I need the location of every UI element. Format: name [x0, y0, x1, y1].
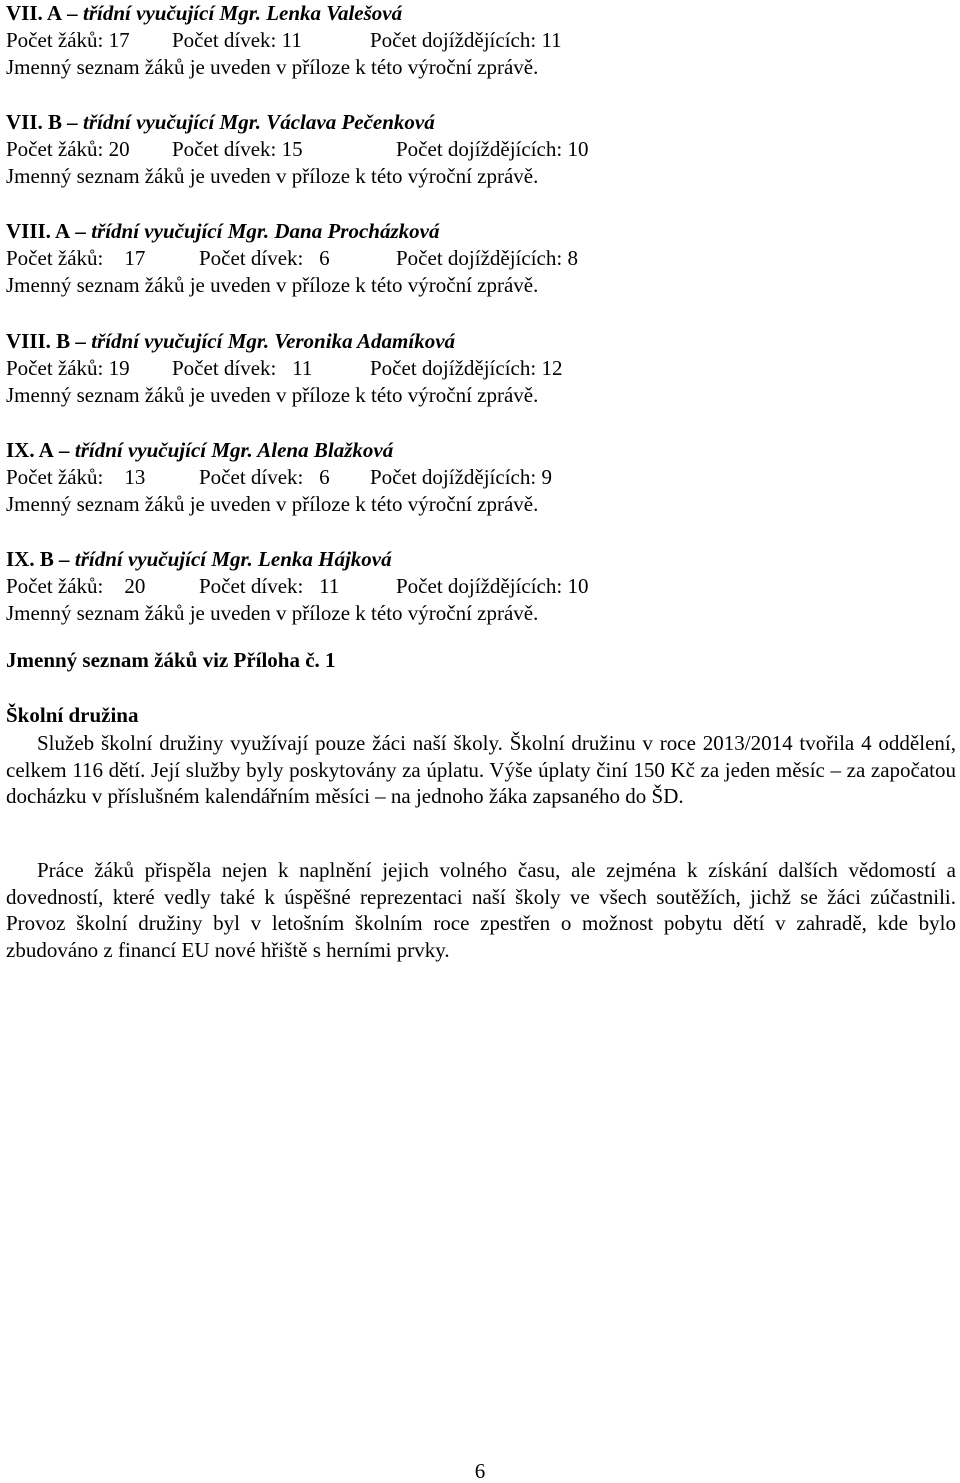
- students-count: Počet žáků: 20: [6, 574, 146, 598]
- students-count: Počet žáků: 19: [6, 356, 130, 380]
- students-count: Počet žáků: 17: [6, 28, 130, 52]
- class-teacher: – třídní vyučující Mgr. Alena Blažková: [53, 438, 394, 462]
- girls-count: Počet dívek: 11: [172, 356, 313, 380]
- class-block: [6, 0, 946, 81]
- commuters-count: Počet dojíždějících: 12: [370, 356, 563, 380]
- class-teacher: – třídní vyučující Mgr. Dana Procházková: [70, 219, 440, 243]
- girls-count: Počet dívek: 6: [199, 465, 330, 489]
- class-heading: [6, 0, 946, 27]
- class-heading: [6, 218, 946, 245]
- students-count: Počet žáků: 17: [6, 246, 146, 270]
- class-note: Jmenný seznam žáků je uveden v příloze k této výroční zprávě.: [6, 55, 539, 79]
- class-block: [6, 437, 946, 518]
- class-teacher: – třídní vyučující Mgr. Lenka Valešová: [62, 1, 403, 25]
- class-heading: [6, 546, 946, 573]
- class-grade: VII. A: [6, 1, 63, 25]
- commuters-count: Počet dojíždějících: 8: [396, 246, 578, 270]
- girls-count: Počet dívek: 11: [172, 28, 302, 52]
- class-note: Jmenný seznam žáků je uveden v příloze k této výroční zprávě.: [6, 273, 539, 297]
- class-note: Jmenný seznam žáků je uveden v příloze k této výroční zprávě.: [6, 492, 539, 516]
- commuters-count: Počet dojíždějících: 10: [396, 137, 589, 161]
- class-block: [6, 546, 946, 627]
- class-heading: [6, 109, 946, 136]
- page-number: 6: [474, 1459, 486, 1483]
- commuters-count: Počet dojíždějících: 9: [370, 465, 552, 489]
- class-grade: VII. B: [6, 110, 63, 134]
- class-grade: IX. B: [6, 547, 54, 571]
- class-note: Jmenný seznam žáků je uveden v příloze k této výroční zprávě.: [6, 383, 539, 407]
- class-counts: [6, 136, 946, 163]
- class-heading: [6, 437, 946, 464]
- section-title: Školní družina: [6, 703, 139, 727]
- students-count: Počet žáků: 13: [6, 465, 146, 489]
- class-block: [6, 218, 946, 299]
- students-count: Počet žáků: 20: [6, 137, 130, 161]
- class-counts: [6, 464, 946, 491]
- class-counts: [6, 245, 946, 272]
- class-counts: [6, 27, 946, 54]
- class-teacher: – třídní vyučující Mgr. Veronika Adamíková: [70, 329, 456, 353]
- class-counts: [6, 355, 946, 382]
- class-grade: VIII. B: [6, 329, 71, 353]
- class-block: [6, 328, 946, 409]
- student-list-reference: Jmenný seznam žáků viz Příloha č. 1: [6, 648, 336, 672]
- class-grade: IX. A: [6, 438, 54, 462]
- class-counts: [6, 573, 946, 600]
- paragraph: Služeb školní družiny využívají pouze žáci naší školy. Školní družinu v roce 2013/2014 tvořila 4 oddělení, celkem 116 dětí. Její služby byly poskytovány za úplatu. Výše úplaty činí 150 Kč za jeden měsíc – za započatou docházku v příslušném kalendářním měsíci – na jednoho žáka zapsaného do ŠD.: [6, 731, 956, 809]
- girls-count: Počet dívek: 15: [172, 137, 303, 161]
- girls-count: Počet dívek: 11: [199, 574, 340, 598]
- class-note: Jmenný seznam žáků je uveden v příloze k této výroční zprávě.: [6, 601, 539, 625]
- class-grade: VIII. A: [6, 219, 71, 243]
- class-teacher: – třídní vyučující Mgr. Václava Pečenková: [62, 110, 435, 134]
- class-block: [6, 109, 946, 190]
- commuters-count: Počet dojíždějících: 11: [370, 28, 562, 52]
- class-heading: [6, 328, 946, 355]
- girls-count: Počet dívek: 6: [199, 246, 330, 270]
- class-teacher: – třídní vyučující Mgr. Lenka Hájková: [53, 547, 392, 571]
- class-note: Jmenný seznam žáků je uveden v příloze k této výroční zprávě.: [6, 164, 539, 188]
- paragraph: Práce žáků přispěla nejen k naplnění jejich volného času, ale zejména k získání dalších vědomostí a dovedností, které vedly také k úspěšné reprezentaci naší školy ve všech soutěžích, jichž se žáci zúčastnili. Provoz školní družiny byl v letošním školním roce zpestřen o možnost pobytu dětí v zahradě, kde bylo zbudováno z financí EU nové hřiště s herními prvky.: [6, 858, 956, 962]
- commuters-count: Počet dojíždějících: 10: [396, 574, 589, 598]
